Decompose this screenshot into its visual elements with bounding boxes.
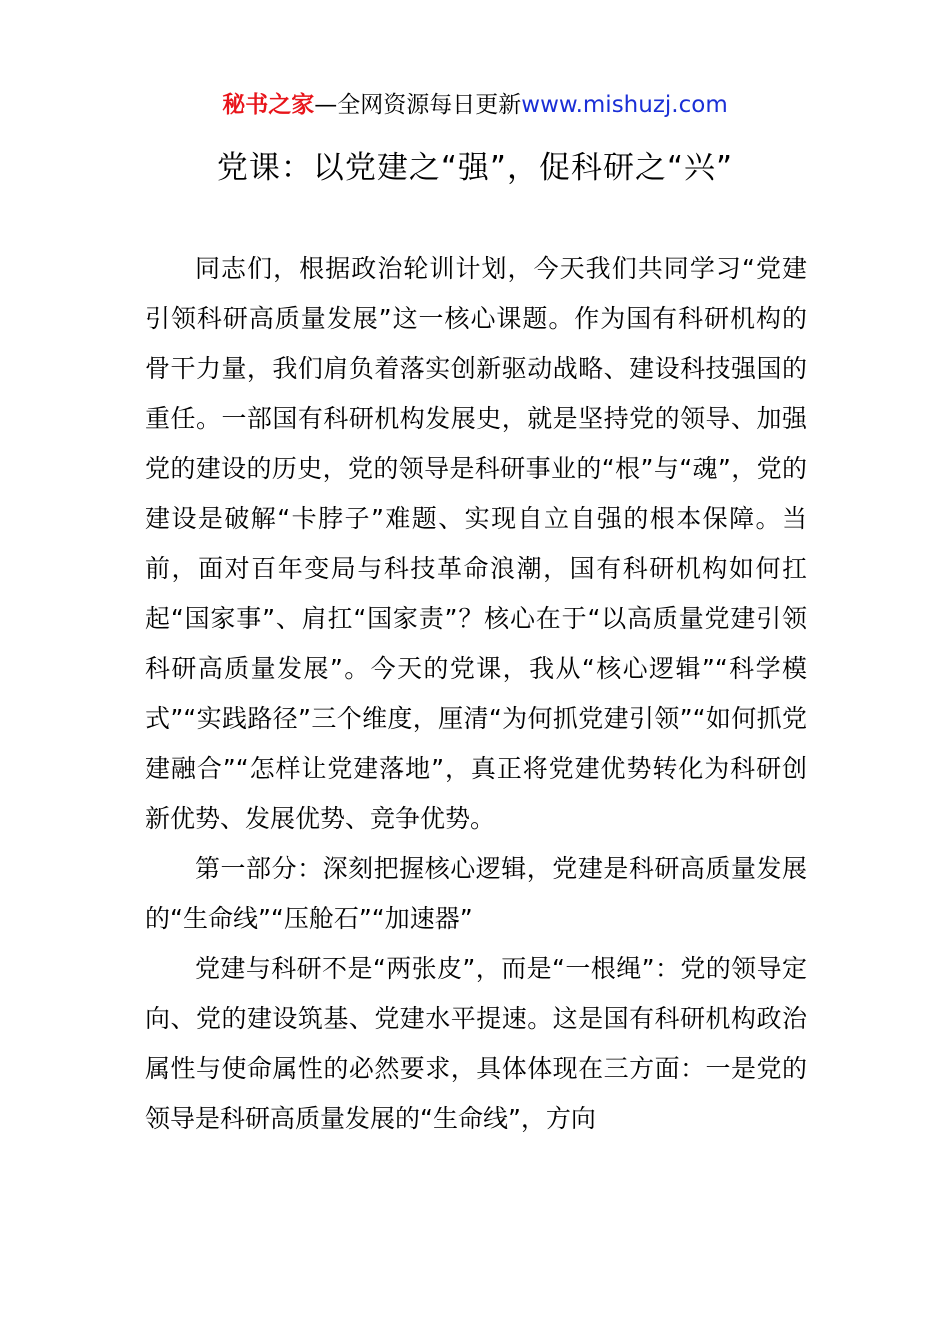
brand-name: 秘书之家 <box>222 92 315 118</box>
document-body <box>145 244 807 1144</box>
paragraph-part-one: 党建与科研不是“两张皮”，而是“一根绳”：党的领导定向、党的建设筑基、党建水平提速。这是国有科研机构政治属性与使命属性的必然要求，具体体现在三方面：一是党的领导是科研高质量发展的“生命线”，方向 <box>145 954 807 1133</box>
header-dash: — <box>314 92 338 118</box>
site-header <box>0 90 950 120</box>
section-heading-part-one: 第一部分：深刻把握核心逻辑，党建是科研高质量发展的“生命线”“压舱石”“加速器” <box>145 854 807 933</box>
document-title: 党课：以党建之“强”，促科研之“兴” <box>216 150 734 186</box>
site-url-link[interactable]: www.mishuzj.com <box>521 92 728 118</box>
header-slogan: 全网资源每日更新 <box>337 92 522 118</box>
paragraph-intro: 同志们，根据政治轮训计划，今天我们共同学习“党建引领科研高质量发展”这一核心课题。作为国有科研机构的骨干力量，我们肩负着落实创新驱动战略、建设科技强国的重任。一部国有科研机构发展史，就是坚持党的领导、加强党的建设的历史，党的领导是科研事业的“根”与“魂”，党的建设是破解“卡脖子”难题、实现自立自强的根本保障。当前，面对百年变局与科技革命浪潮，国有科研机构如何扛起“国家事”、肩扛“国家责”？核心在于“以高质量党建引领科研高质量发展”。今天的党课，我从“核心逻辑”“科学模式”“实践路径”三个维度，厘清“为何抓党建引领”“如何抓党建融合”“怎样让党建落地”，真正将党建优势转化为科研创新优势、发展优势、竞争优势。 <box>145 254 807 833</box>
